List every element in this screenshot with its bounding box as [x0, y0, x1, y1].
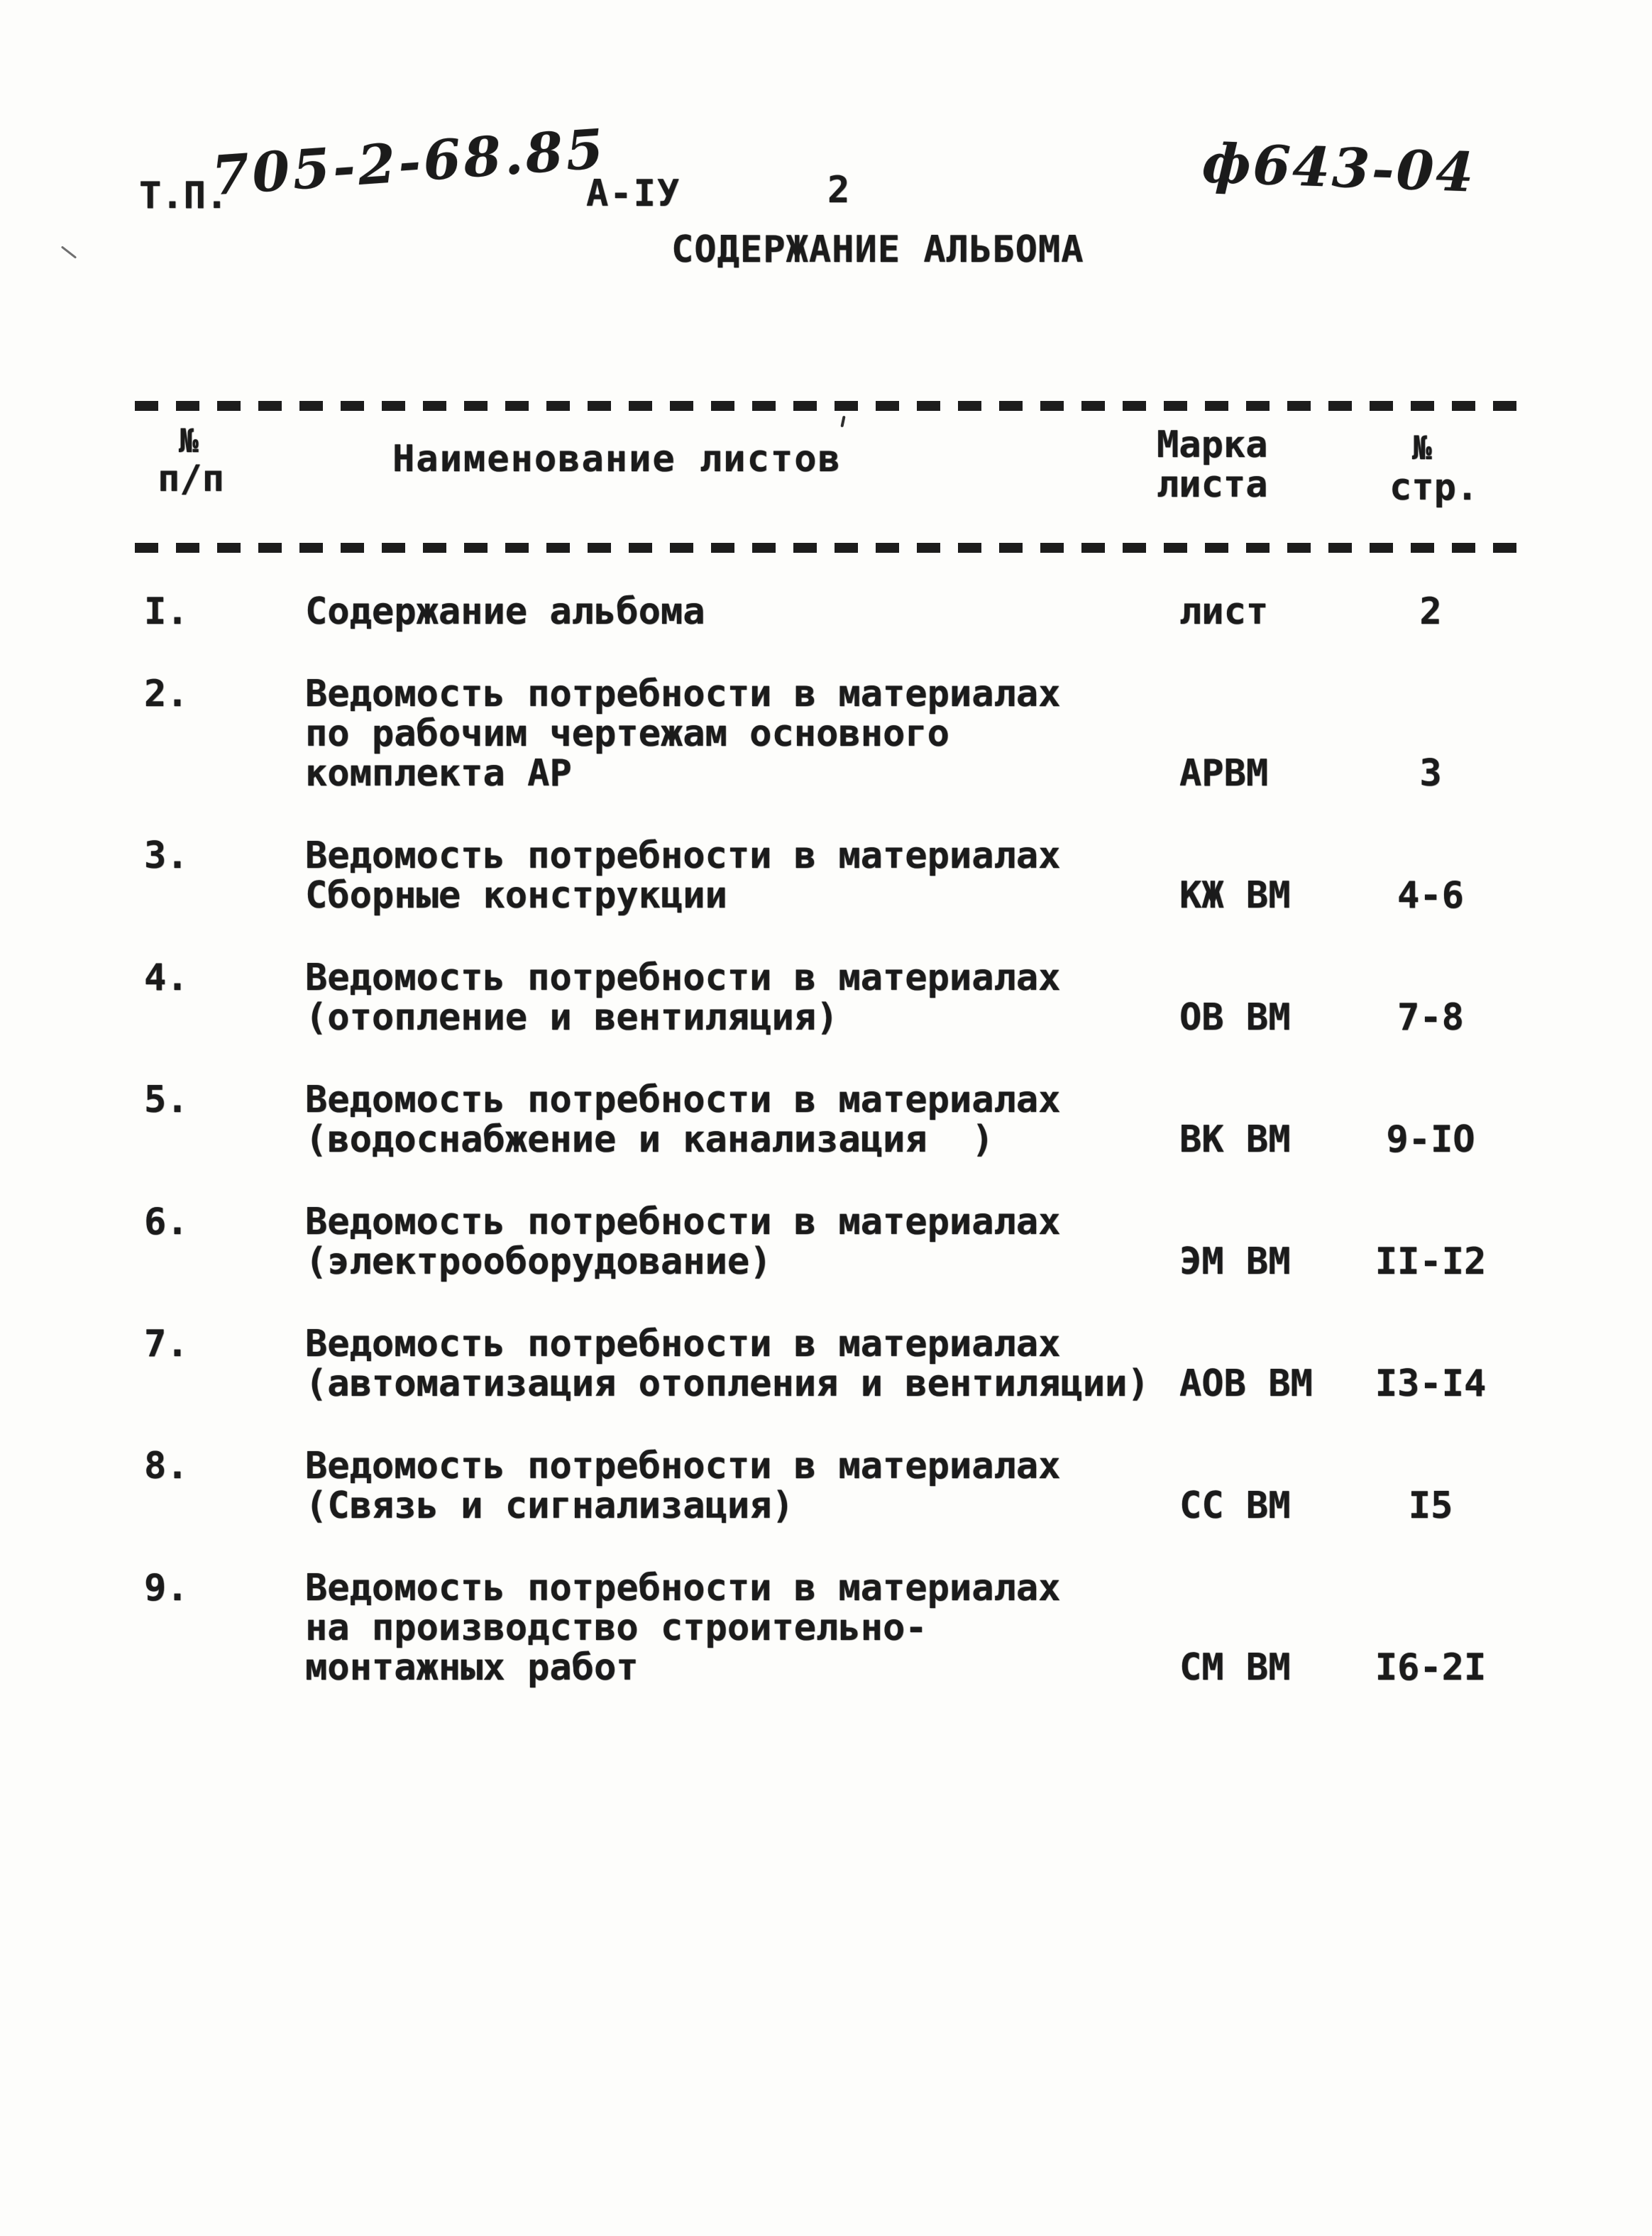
- album-code: А-IУ: [586, 172, 681, 215]
- document-series-label: Т.П.: [139, 175, 228, 217]
- column-header-mark-line2: листа: [1157, 463, 1268, 506]
- column-header-sheet-names: Наименование листов: [392, 438, 842, 480]
- table-header-divider: [135, 543, 1519, 553]
- sheet-mark-cell: ОВ ВМ: [1179, 996, 1291, 1039]
- sheet-name-cell: [305, 1324, 1179, 1404]
- table-row: [135, 1080, 1519, 1160]
- sheet-mark-cell: КЖ ВМ: [1179, 874, 1291, 917]
- sheet-name-line: монтажных работ: [305, 1646, 639, 1689]
- page-range-cell: 7-8: [1397, 996, 1464, 1039]
- column-header-number: п/п: [158, 458, 224, 500]
- page-range-cell: I5: [1408, 1485, 1453, 1527]
- table-body: [135, 553, 1519, 1687]
- table-row: [135, 958, 1519, 1037]
- sheet-name-cell: [305, 1446, 1179, 1526]
- sheet-name-line: Ведомость потребности в материалах: [305, 673, 1061, 715]
- table-header-row: [135, 411, 1519, 543]
- sheet-mark-cell: СМ ВМ: [1179, 1646, 1291, 1689]
- sheet-name-line: Ведомость потребности в материалах: [305, 1445, 1061, 1487]
- sheet-name-cell: [305, 958, 1179, 1037]
- sheet-name-cell: [305, 674, 1179, 793]
- table-row: [135, 592, 1519, 632]
- sheet-name-cell: [305, 592, 1179, 632]
- column-header-pages-line1: №: [1412, 429, 1432, 467]
- sheet-name-line: (отопление и вентиляция): [305, 996, 839, 1039]
- sheet-name-line: Содержание альбома: [305, 590, 705, 633]
- contents-table: [135, 401, 1519, 1730]
- table-row: [135, 1446, 1519, 1526]
- sheet-mark-cell: ЭМ ВМ: [1179, 1240, 1291, 1283]
- sheet-name-line: Ведомость потребности в материалах: [305, 957, 1061, 999]
- sheet-name-line: комплекта АР: [305, 752, 572, 795]
- sheet-number: 2: [827, 169, 850, 211]
- table-border-top: [135, 401, 1519, 411]
- table-row: [135, 1568, 1519, 1687]
- page-range-cell: 3: [1419, 752, 1442, 795]
- table-row: [135, 1324, 1519, 1404]
- column-header-pages-line2: стр.: [1389, 466, 1479, 509]
- sheet-name-line: Ведомость потребности в материалах: [305, 1323, 1061, 1365]
- column-header-mark-line1: Марка: [1157, 424, 1268, 466]
- sheet-name-line: Ведомость потребности в материалах: [305, 1201, 1061, 1243]
- sheet-name-line: Сборные конструкции: [305, 874, 727, 917]
- row-number-cell: I.: [144, 590, 189, 633]
- sheet-name-cell: [305, 1568, 1179, 1687]
- page-range-cell: 4-6: [1397, 874, 1464, 917]
- page-range-cell: I3-I4: [1375, 1362, 1487, 1405]
- page-range-cell: 9-IO: [1386, 1118, 1475, 1161]
- row-number-cell: 3.: [144, 835, 189, 877]
- page-range-cell: I6-2I: [1375, 1646, 1487, 1689]
- row-number-cell: 4.: [144, 957, 189, 999]
- sheet-mark-cell: СС ВМ: [1179, 1485, 1291, 1527]
- row-number-cell: 5.: [144, 1079, 189, 1121]
- margin-tick-mark: [61, 246, 77, 258]
- sheet-mark-cell: АОВ ВМ: [1179, 1362, 1313, 1405]
- table-row: [135, 1202, 1519, 1282]
- row-number-cell: 6.: [144, 1201, 189, 1243]
- sheet-name-line: (водоснабжение и канализация ): [305, 1118, 994, 1161]
- sheet-mark-cell: ВК ВМ: [1179, 1118, 1291, 1161]
- sheet-name-line: (автоматизация отопления и вентиляции): [305, 1362, 1150, 1405]
- row-number-cell: 2.: [144, 673, 189, 715]
- row-number-cell: 7.: [144, 1323, 189, 1365]
- column-header-sheet-mark: [1157, 425, 1268, 505]
- sheet-name-line: на производство строительно-: [305, 1607, 927, 1649]
- sheet-name-line: (электрооборудование): [305, 1240, 772, 1283]
- sheet-name-cell: [305, 1080, 1179, 1160]
- page-title: СОДЕРЖАНИЕ АЛЬБОМА: [671, 228, 1084, 271]
- sheet-name-line: Ведомость потребности в материалах: [305, 835, 1061, 877]
- row-number-cell: 9.: [144, 1567, 189, 1609]
- sheet-mark-cell: лист: [1179, 590, 1269, 633]
- document-number-handwritten: 705-2-68.85: [209, 116, 609, 208]
- sheet-mark-cell: АРВМ: [1179, 752, 1269, 795]
- form-code-handwritten: ф643-04: [1201, 131, 1477, 204]
- sheet-name-cell: [305, 836, 1179, 915]
- row-number-cell: 8.: [144, 1445, 189, 1487]
- column-header-page-number: [1389, 428, 1478, 507]
- sheet-name-cell: [305, 1202, 1179, 1282]
- table-row: [135, 836, 1519, 915]
- page-range-cell: 2: [1419, 590, 1442, 633]
- sheet-name-line: по рабочим чертежам основного: [305, 712, 949, 755]
- column-header-number-sign: №: [179, 422, 199, 460]
- sheet-name-line: (Связь и сигнализация): [305, 1485, 794, 1527]
- sheet-name-line: Ведомость потребности в материалах: [305, 1567, 1061, 1609]
- sheet-name-line: Ведомость потребности в материалах: [305, 1079, 1061, 1121]
- table-row: [135, 674, 1519, 793]
- page-range-cell: II-I2: [1375, 1240, 1487, 1283]
